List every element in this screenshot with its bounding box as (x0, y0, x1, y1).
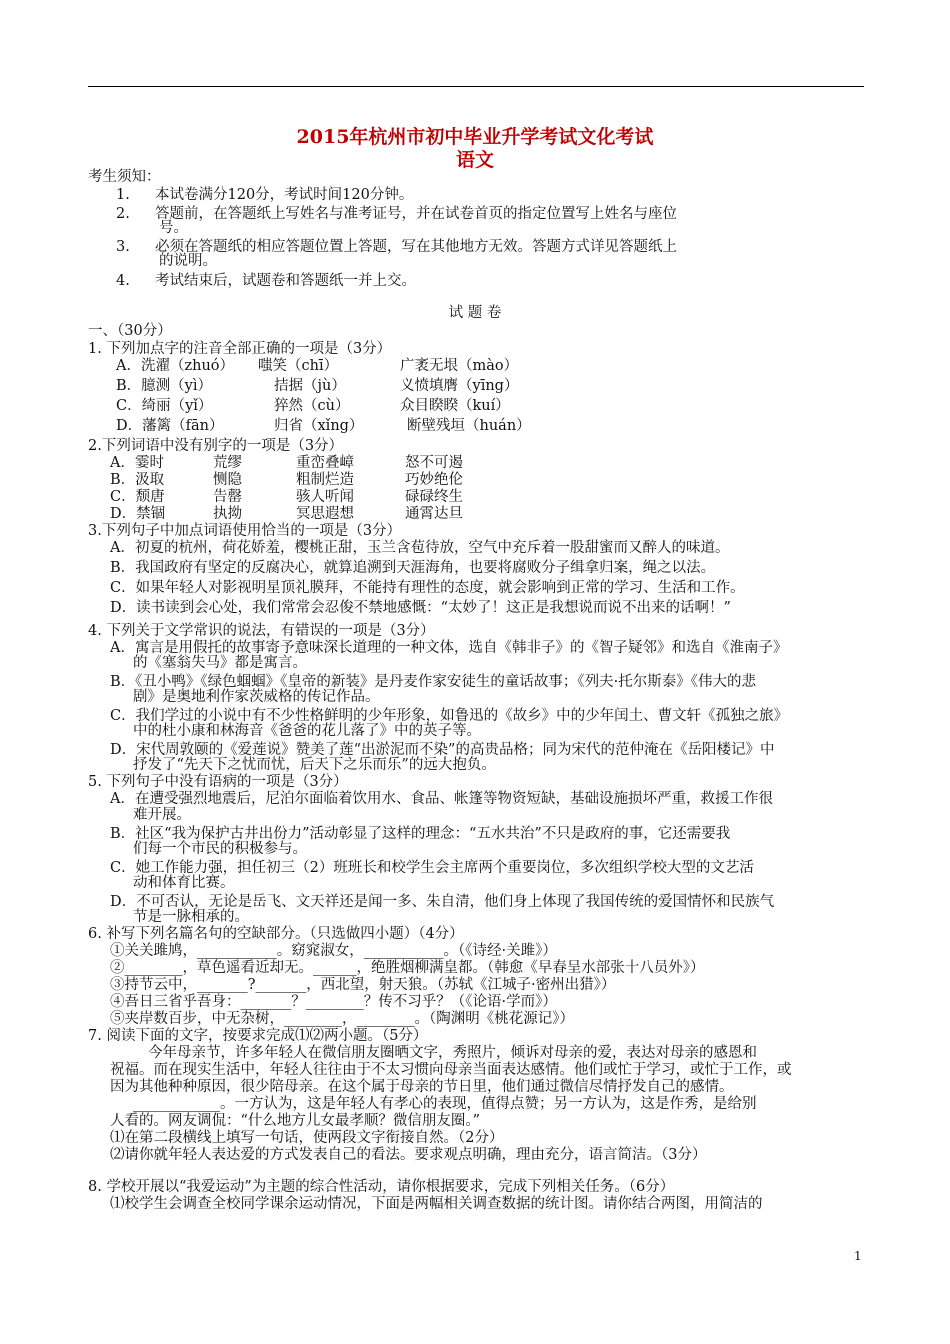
exam-title: 2015年杭州市初中毕业升学考试文化考试 (296, 126, 654, 148)
q7-passage-line: 人看的。网友调侃：“什么地方儿女最孝顺？微信朋友圈。” (110, 1113, 481, 1129)
q5-option: A．在遭受强烈地震后，尼泊尔面临着饮用水、食品、帐篷等物资短缺，基础设施损坏严重，救援工作很 (110, 791, 773, 807)
q6-line: ②________，草色遥看近却无。______，绝胜烟柳满皇都。（韩愈《早春呈水部张十八员外》） (110, 960, 705, 976)
q1-option: 嗤笑（chī） (258, 358, 339, 374)
q4-option: C．我们学过的小说中有不少性格鲜明的少年形象，如鲁迅的《故乡》中的少年闰土、曹文轩《孤独之旅》 (110, 708, 789, 724)
q1-option: 断壁残垣（huán） (407, 418, 531, 434)
q3-option: A．初夏的杭州，荷花娇羞，樱桃正甜，玉兰含苞待放，空气中充斥着一股甜蜜而又醉人的味道。 (110, 540, 730, 556)
q1-option: 拮据（jù） (274, 378, 346, 394)
notice-heading: 考生须知： (88, 169, 161, 185)
q5-option-cont: 动和体育比赛。 (133, 875, 235, 891)
q7-passage-line: 因为其他种种原因，很少陪母亲。在这个属于母亲的节日里，他们通过微信尽情抒发自己的感情。 (110, 1079, 734, 1095)
q5-option: B．社区“我为保护古井出份力”活动彰显了这样的理念：“五水共治”不只是政府的事，它还需要我 (110, 826, 731, 842)
header-rule (88, 86, 864, 87)
q6-line: ⑤夹岸数百步，中无杂树，________，________。（陶渊明《桃花源记》） (110, 1011, 574, 1027)
q5-option: C．她工作能力强，担任初三（2）班班长和校学生会主席两个重要岗位，多次组织学校大型的文艺活 (110, 860, 754, 876)
section-label: 试 题 卷 (448, 305, 502, 321)
notice-text: 必须在答题纸的相应答题位置上答题，写在其他地方无效。答题方式详见答题纸上 (155, 239, 677, 255)
q4-option-cont: 中的杜小康和林海音《爸爸的花儿落了》中的英子等。 (133, 723, 481, 739)
q1-option: 义愤填膺（yīng） (400, 378, 519, 394)
q2-option: 通霄达旦 (405, 506, 463, 522)
part-heading: 一、（30分） (88, 323, 172, 339)
q6-line: ①关关雎鸠，___________。窈窕淑女，___________。（《诗经·关雎》） (110, 943, 557, 959)
q7-subquestion: ⑴在第二段横线上填写一句话，使两段文字衔接自然。（2分） (110, 1130, 504, 1146)
q3-option: C．如果年轻人对影视明星顶礼膜拜，不能持有理性的态度，就会影响到正常的学习、生活和工作。 (110, 580, 745, 596)
question-stem: 3.下列句子中加点词语使用恰当的一项是（3分） (88, 523, 402, 539)
q2-option: A．霎时 (110, 455, 164, 471)
notice-number: 3. (116, 239, 130, 255)
q4-option-cont: 的《塞翁失马》都是寓言。 (133, 655, 307, 671)
notice-text: 号。 (159, 220, 188, 236)
q1-option: 归省（xǐng） (274, 418, 364, 434)
q2-option: D．禁锢 (110, 506, 166, 522)
q1-option: A．洗濯（zhuó） (116, 358, 235, 374)
q2-option: 恻隐 (213, 472, 242, 488)
q2-option: 粗制烂造 (296, 472, 354, 488)
question-stem: 6. 补写下列名篇名句的空缺部分。（只选做四小题）（4分） (88, 926, 464, 942)
q5-option-cont: 节是一脉相承的。 (133, 909, 249, 925)
q8-subquestion: ⑴校学生会调查全校同学课余运动情况，下面是两幅相关调查数据的统计图。请你结合两图，用简洁的 (110, 1196, 763, 1212)
q1-option: C．绮丽（yǐ） (116, 398, 213, 414)
notice-text: 考试结束后，试题卷和答题纸一并上交。 (155, 273, 416, 289)
notice-number: 1. (116, 187, 130, 203)
q7-subquestion: ⑵请你就年轻人表达爱的方式发表自己的看法。要求观点明确，理由充分，语言简洁。（3分） (110, 1147, 707, 1163)
q7-passage-line: 祝福。而在现实生活中，年轻人往往由于不太习惯向母亲当面表达感情。他们或忙于学习，或忙于工作，或 (110, 1062, 792, 1078)
q7-passage-line: 今年母亲节，许多年轻人在微信朋友圈晒文字，秀照片，倾诉对母亲的爱，表达对母亲的感恩和 (148, 1045, 757, 1061)
notice-number: 4. (116, 273, 130, 289)
q5-option-cont: 们每一个市民的积极参与。 (133, 841, 307, 857)
q2-option: 荒缪 (213, 455, 242, 471)
q3-option: D．读书读到会心处，我们常常会忍俊不禁地感慨：“太妙了！这正是我想说而说不出来的话啊！” (110, 600, 731, 616)
q2-option: 重峦叠嶂 (296, 455, 354, 471)
page-number: 1 (854, 1249, 862, 1263)
q4-option-cont: 抒发了“先天下之忧而忧，后天下之乐而乐”的远大抱负。 (133, 757, 496, 773)
q4-option: B．《丑小鸭》《绿色蝈蝈》《皇帝的新装》是丹麦作家安徒生的童话故事；《列夫·托尔斯泰》《伟大的悲 (110, 674, 757, 690)
q6-line: ④吾日三省乎吾身：_______？________？传不习乎？（《论语·学而》） (110, 994, 557, 1010)
question-stem: 5. 下列句子中没有语病的一项是（3分） (88, 774, 348, 790)
q2-option: 告罄 (213, 489, 242, 505)
q2-option: 骇人听闻 (296, 489, 354, 505)
q1-option: 广袤无垠（mào） (400, 358, 519, 374)
question-stem: 2.下列词语中没有别字的一项是（3分） (88, 438, 344, 454)
q2-option: 碌碌终生 (405, 489, 463, 505)
q2-option: 怒不可遏 (405, 455, 463, 471)
question-stem: 7. 阅读下面的文字，按要求完成⑴⑵两小题。（5分） (88, 1028, 428, 1044)
q3-option: B．我国政府有坚定的反腐决心，就算追溯到天涯海角，也要将腐败分子缉拿归案，绳之以法。 (110, 560, 716, 576)
q2-option: 执拗 (213, 506, 242, 522)
question-stem: 4. 下列关于文学常识的说法，有错误的一项是（3分） (88, 623, 435, 639)
notice-text: 本试卷满分120分，考试时间120分钟。 (155, 187, 414, 203)
question-stem: 1. 下列加点字的注音全部正确的一项是（3分） (88, 341, 392, 357)
q6-line: ③持节云中，_______?_______，西北望，射天狼。（苏轼《江城子·密州出猎》） (110, 977, 616, 993)
q4-option: D．宋代周敦颐的《爱莲说》赞美了莲“出淤泥而不染”的高贵品格；同为宋代的范仲淹在《岳阳楼记》中 (110, 742, 775, 758)
q7-passage-line: ____________。一方认为，这是年轻人有孝心的表现，值得点赞；另一方认为，这是作秀，是给别 (133, 1096, 757, 1112)
q1-option: 众目睽睽（kuí） (400, 398, 510, 414)
notice-number: 2. (116, 206, 130, 222)
notice-text: 答题前，在答题纸上写姓名与准考证号，并在试卷首页的指定位置写上姓名与座位 (155, 206, 677, 222)
q5-option-cont: 难开展。 (133, 807, 191, 823)
q4-option: A．寓言是用假托的故事寄予意味深长道理的一种文体，选自《韩非子》的《智子疑邻》和选自《淮南子》 (110, 640, 788, 656)
q5-option: D．不可否认，无论是岳飞、文天祥还是闻一多、朱自清，他们身上体现了我国传统的爱国情怀和民族气 (110, 894, 775, 910)
q1-option: 猝然（cù） (274, 398, 350, 414)
q4-option-cont: 剧》是奥地利作家茨威格的传记作品。 (133, 689, 380, 705)
notice-text: 的说明。 (159, 253, 217, 269)
q1-option: B．臆测（yì） (116, 378, 212, 394)
exam-subtitle: 语文 (455, 149, 494, 171)
q1-option: D．藩篱（fān） (116, 418, 224, 434)
question-stem: 8. 学校开展以“我爱运动”为主题的综合性活动，请你根据要求，完成下列相关任务。（6分） (88, 1179, 675, 1195)
q2-option: B．汲取 (110, 472, 165, 488)
q2-option: 冥思遐想 (296, 506, 354, 522)
q2-option: 巧妙绝伦 (405, 472, 463, 488)
q2-option: C．颓唐 (110, 489, 165, 505)
